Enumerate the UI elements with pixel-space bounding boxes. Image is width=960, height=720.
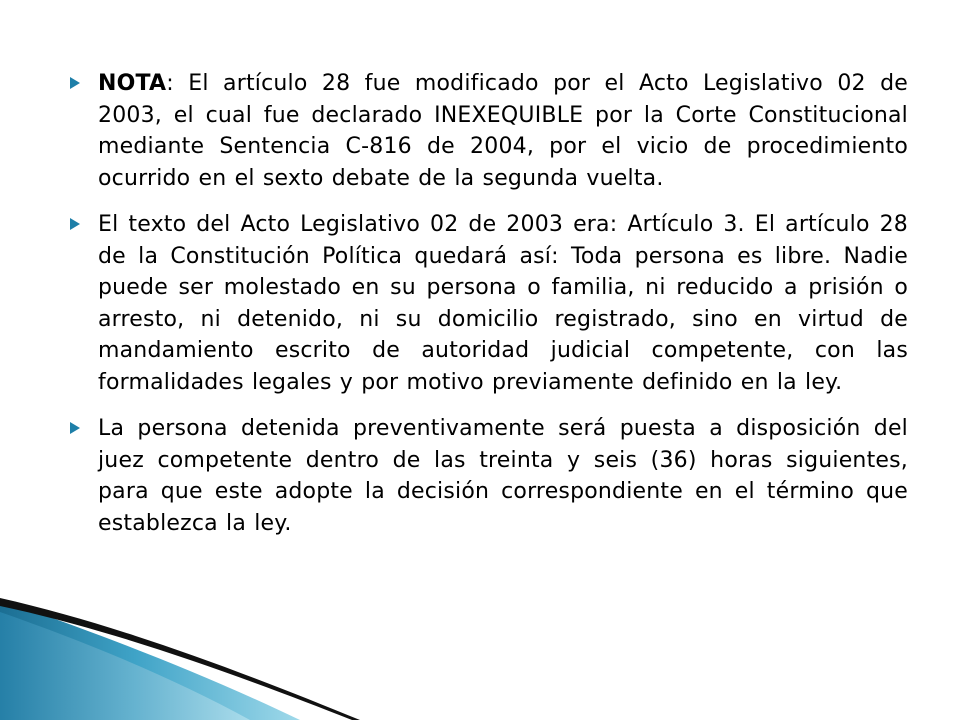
black-stripe-shape xyxy=(0,598,360,720)
blue-wave-shape xyxy=(0,600,300,720)
bullet-item-texto xyxy=(70,209,908,398)
bullet-list xyxy=(70,68,908,554)
bullet-body: : El artículo 28 fue modificado por el Acto Legislativo 02 de 2003, el cual fue declarado INEXEQUIBLE por la Corte Constitucional mediante Sentencia C-816 de 2004, por el vicio de procedimiento ocurrido en el sexto debate de la segunda vuelta. xyxy=(98,71,908,191)
bullet-item-persona-detenida xyxy=(70,413,908,539)
bullet-item-nota xyxy=(70,68,908,194)
triangle-bullet-icon xyxy=(70,218,80,230)
bullet-prefix: NOTA xyxy=(98,71,167,96)
light-wave-shape xyxy=(0,612,250,720)
triangle-bullet-icon xyxy=(70,422,80,434)
bullet-text: La persona detenida preventivamente será puesta a disposición del juez competente dentro de las treinta y seis (36) horas siguientes, para que este adopte la decisión correspondiente en el término que establezca la ley. xyxy=(98,416,908,536)
triangle-bullet-icon xyxy=(70,77,80,89)
bullet-text xyxy=(98,68,908,194)
bullet-text: El texto del Acto Legislativo 02 de 2003 era: Artículo 3. El artículo 28 de la Constitución Política quedará así: Toda persona es libre. Nadie puede ser molestado en su persona o familia, ni reducido a prisión o arresto, ni detenido, ni su domicilio registrado, sino en virtud de mandamiento escrito de autoridad judicial competente, con las formalidades legales y por motivo previamente definido en la ley. xyxy=(98,212,908,395)
